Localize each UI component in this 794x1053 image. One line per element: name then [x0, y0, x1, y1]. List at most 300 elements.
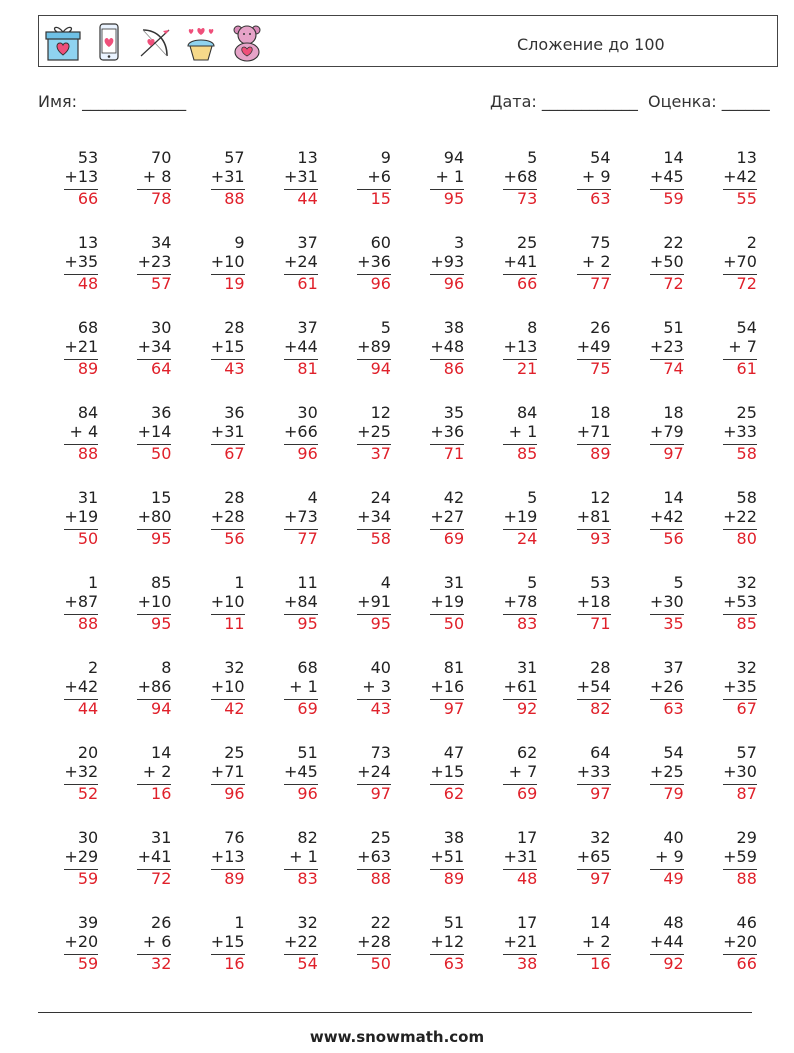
- addend-top: 54: [663, 743, 684, 762]
- problem-cell: [477, 318, 550, 403]
- answer: 89: [77, 359, 99, 378]
- addend-bottom: +87: [64, 592, 99, 611]
- problem-cell: [550, 233, 623, 318]
- addend-bottom: +15: [210, 932, 245, 951]
- addend-bottom: +35: [723, 677, 757, 696]
- addend-top: 28: [224, 488, 245, 507]
- answer: 61: [297, 274, 318, 293]
- addend-bottom: + 3: [362, 677, 391, 696]
- addend-top: 36: [224, 403, 245, 422]
- answer: 63: [443, 954, 465, 973]
- addend-bottom: +45: [283, 762, 318, 781]
- addend-top: 25: [370, 828, 391, 847]
- addend-top: 37: [297, 233, 318, 252]
- addend-bottom: + 1: [435, 167, 465, 186]
- addend-bottom: +61: [503, 677, 538, 696]
- addend-top: 53: [77, 148, 99, 167]
- answer: 88: [224, 189, 245, 208]
- problem-cell: [404, 573, 477, 658]
- addend-top: 25: [224, 743, 245, 762]
- addend-top: 37: [663, 658, 684, 677]
- addend-top: 26: [590, 318, 611, 337]
- addend-top: 2: [746, 233, 757, 252]
- addend-bottom: +53: [723, 592, 757, 611]
- answer: 93: [590, 529, 611, 548]
- addend-top: 51: [663, 318, 684, 337]
- addend-bottom: +19: [430, 592, 465, 611]
- addend-bottom: +73: [283, 507, 318, 526]
- answer: 87: [736, 784, 757, 803]
- addend-top: 32: [736, 658, 757, 677]
- addend-top: 51: [443, 913, 465, 932]
- problem-cell: [331, 743, 404, 828]
- problem-cell: [184, 828, 257, 913]
- addend-top: 57: [224, 148, 245, 167]
- cupcake-hearts-icon: [183, 22, 219, 62]
- addend-bottom: +86: [137, 677, 172, 696]
- addend-top: 82: [297, 828, 318, 847]
- addend-top: 54: [590, 148, 611, 167]
- problem-cell: [38, 148, 111, 233]
- answer: 16: [590, 954, 611, 973]
- addend-bottom: +32: [64, 762, 99, 781]
- addend-bottom: + 7: [728, 337, 757, 356]
- gift-heart-icon: [45, 22, 81, 62]
- answer: 89: [590, 444, 611, 463]
- problem-cell: [550, 658, 623, 743]
- addend-top: 94: [443, 148, 465, 167]
- addend-bottom: +44: [649, 932, 684, 951]
- answer: 64: [151, 359, 172, 378]
- addend-bottom: +59: [723, 847, 757, 866]
- addend-bottom: +26: [649, 677, 684, 696]
- addend-top: 15: [151, 488, 172, 507]
- addend-bottom: +14: [137, 422, 172, 441]
- answer: 59: [77, 954, 99, 973]
- problem-cell: [477, 828, 550, 913]
- problem-cell: [550, 573, 623, 658]
- answer: 67: [736, 699, 757, 718]
- answer: 72: [736, 274, 757, 293]
- addend-top: 32: [736, 573, 757, 592]
- addend-bottom: +31: [503, 847, 538, 866]
- name-field[interactable]: Имя: _____________: [38, 92, 187, 111]
- addend-top: 51: [297, 743, 318, 762]
- answer: 95: [151, 529, 172, 548]
- addend-bottom: +6: [367, 167, 391, 186]
- problem-cell: [258, 573, 331, 658]
- addend-bottom: +23: [649, 337, 684, 356]
- phone-heart-icon: [91, 22, 127, 62]
- addend-top: 5: [527, 573, 538, 592]
- answer: 88: [77, 614, 99, 633]
- addend-bottom: +28: [210, 507, 245, 526]
- answer: 89: [224, 869, 245, 888]
- addend-top: 62: [516, 743, 538, 762]
- answer: 15: [370, 189, 391, 208]
- addend-bottom: +15: [210, 337, 245, 356]
- addend-top: 5: [380, 318, 391, 337]
- answer: 97: [663, 444, 684, 463]
- problem-cell: [331, 828, 404, 913]
- problem-cell: [624, 743, 697, 828]
- answer: 82: [590, 699, 611, 718]
- addend-top: 31: [151, 828, 172, 847]
- problem-cell: [258, 488, 331, 573]
- problem-cell: [404, 148, 477, 233]
- addend-top: 11: [297, 573, 318, 592]
- addend-top: 17: [516, 828, 538, 847]
- problem-cell: [404, 913, 477, 998]
- addend-top: 38: [443, 318, 465, 337]
- addend-bottom: +42: [723, 167, 757, 186]
- addend-bottom: +36: [357, 252, 391, 271]
- addend-top: 42: [443, 488, 465, 507]
- addend-top: 40: [370, 658, 391, 677]
- problem-cell: [38, 403, 111, 488]
- addend-bottom: + 1: [508, 422, 538, 441]
- problem-cell: [184, 488, 257, 573]
- addend-top: 14: [663, 488, 684, 507]
- answer: 73: [516, 189, 538, 208]
- addend-top: 5: [673, 573, 684, 592]
- answer: 44: [297, 189, 318, 208]
- addend-bottom: +34: [137, 337, 172, 356]
- addend-bottom: +24: [357, 762, 391, 781]
- answer: 77: [297, 529, 318, 548]
- addend-bottom: +34: [357, 507, 391, 526]
- problem-cell: [624, 318, 697, 403]
- addend-bottom: +42: [649, 507, 684, 526]
- date-field[interactable]: Дата: ____________: [490, 92, 638, 111]
- problem-cell: [697, 913, 770, 998]
- problem-cell: [550, 743, 623, 828]
- answer: 74: [663, 359, 684, 378]
- problem-cell: [331, 318, 404, 403]
- addend-top: 76: [224, 828, 245, 847]
- answer: 72: [663, 274, 684, 293]
- addend-bottom: +89: [357, 337, 391, 356]
- addend-top: 8: [161, 658, 172, 677]
- problem-row: [38, 148, 770, 233]
- problem-cell: [697, 318, 770, 403]
- addend-bottom: +10: [210, 252, 245, 271]
- problem-cell: [477, 488, 550, 573]
- answer: 55: [736, 189, 757, 208]
- answer: 49: [663, 869, 684, 888]
- addend-bottom: + 2: [581, 932, 611, 951]
- addend-bottom: +33: [576, 762, 611, 781]
- addend-top: 2: [88, 658, 99, 677]
- addend-bottom: +49: [576, 337, 611, 356]
- addend-top: 14: [663, 148, 684, 167]
- answer: 48: [77, 274, 99, 293]
- addend-top: 54: [736, 318, 757, 337]
- addend-top: 8: [527, 318, 538, 337]
- answer: 56: [663, 529, 684, 548]
- addend-top: 1: [234, 913, 245, 932]
- problem-cell: [404, 658, 477, 743]
- addend-top: 46: [736, 913, 757, 932]
- addend-bottom: +28: [357, 932, 391, 951]
- problem-cell: [550, 828, 623, 913]
- addend-top: 84: [77, 403, 99, 422]
- addend-top: 84: [516, 403, 538, 422]
- answer: 77: [590, 274, 611, 293]
- answer: 16: [224, 954, 245, 973]
- answer: 97: [590, 869, 611, 888]
- addend-top: 22: [370, 913, 391, 932]
- answer: 37: [370, 444, 391, 463]
- addend-bottom: +30: [649, 592, 684, 611]
- answer: 66: [516, 274, 538, 293]
- problem-cell: [38, 318, 111, 403]
- answer: 58: [370, 529, 391, 548]
- grade-field[interactable]: Оценка: ______: [648, 92, 770, 111]
- problem-cell: [111, 233, 184, 318]
- addend-top: 14: [590, 913, 611, 932]
- answer: 54: [297, 954, 318, 973]
- problem-cell: [258, 913, 331, 998]
- problem-cell: [38, 743, 111, 828]
- problem-cell: [331, 403, 404, 488]
- addend-top: 40: [663, 828, 684, 847]
- answer: 58: [736, 444, 757, 463]
- addend-bottom: +31: [283, 167, 318, 186]
- problem-cell: [258, 403, 331, 488]
- problem-cell: [111, 148, 184, 233]
- problem-cell: [624, 403, 697, 488]
- problem-row: [38, 658, 770, 743]
- problem-cell: [184, 913, 257, 998]
- answer: 89: [443, 869, 465, 888]
- teddy-bear-icon: [229, 22, 265, 62]
- answer: 71: [590, 614, 611, 633]
- addend-top: 31: [77, 488, 99, 507]
- problem-cell: [184, 318, 257, 403]
- problem-cell: [624, 488, 697, 573]
- addend-bottom: + 7: [508, 762, 538, 781]
- addend-bottom: + 1: [289, 677, 318, 696]
- problem-cell: [331, 148, 404, 233]
- addend-bottom: +30: [723, 762, 757, 781]
- answer: 52: [77, 784, 99, 803]
- addend-bottom: +10: [210, 677, 245, 696]
- problem-cell: [38, 828, 111, 913]
- answer: 85: [736, 614, 757, 633]
- problem-row: [38, 743, 770, 828]
- addend-top: 18: [663, 403, 684, 422]
- addend-top: 24: [370, 488, 391, 507]
- problem-cell: [697, 233, 770, 318]
- addend-bottom: + 2: [581, 252, 611, 271]
- problem-cell: [477, 148, 550, 233]
- answer: 95: [370, 614, 391, 633]
- problem-cell: [477, 403, 550, 488]
- addend-bottom: +45: [649, 167, 684, 186]
- problem-cell: [184, 233, 257, 318]
- addend-bottom: + 1: [289, 847, 318, 866]
- answer: 43: [224, 359, 245, 378]
- problem-cell: [184, 658, 257, 743]
- problem-cell: [404, 233, 477, 318]
- problem-cell: [38, 658, 111, 743]
- addend-bottom: +21: [64, 337, 99, 356]
- addend-top: 3: [453, 233, 465, 252]
- problem-grid: [38, 148, 770, 998]
- problem-cell: [111, 488, 184, 573]
- answer: 67: [224, 444, 245, 463]
- addend-top: 31: [516, 658, 538, 677]
- footer-site[interactable]: www.snowmath.com: [309, 1028, 485, 1046]
- problem-cell: [550, 913, 623, 998]
- problem-cell: [624, 658, 697, 743]
- addend-bottom: +81: [576, 507, 611, 526]
- answer: 95: [297, 614, 318, 633]
- answer: 96: [224, 784, 245, 803]
- addend-top: 13: [736, 148, 757, 167]
- problem-cell: [38, 913, 111, 998]
- addend-bottom: + 4: [69, 422, 99, 441]
- problem-cell: [38, 488, 111, 573]
- addend-top: 12: [590, 488, 611, 507]
- addend-bottom: +13: [503, 337, 538, 356]
- answer: 97: [370, 784, 391, 803]
- addend-top: 14: [151, 743, 172, 762]
- addend-top: 48: [663, 913, 684, 932]
- addend-top: 18: [590, 403, 611, 422]
- answer: 69: [443, 529, 465, 548]
- answer: 57: [151, 274, 172, 293]
- addend-top: 25: [736, 403, 757, 422]
- addend-bottom: +24: [283, 252, 318, 271]
- answer: 66: [736, 954, 757, 973]
- addend-top: 81: [443, 658, 465, 677]
- problem-cell: [111, 658, 184, 743]
- problem-cell: [111, 403, 184, 488]
- addend-top: 36: [151, 403, 172, 422]
- addend-top: 32: [590, 828, 611, 847]
- addend-top: 13: [77, 233, 99, 252]
- problem-cell: [550, 318, 623, 403]
- answer: 72: [151, 869, 172, 888]
- answer: 44: [77, 699, 99, 718]
- problem-cell: [477, 913, 550, 998]
- addend-bottom: +54: [576, 677, 611, 696]
- answer: 48: [516, 869, 538, 888]
- addend-bottom: +31: [210, 422, 245, 441]
- problem-cell: [258, 233, 331, 318]
- addend-top: 26: [151, 913, 172, 932]
- addend-top: 9: [380, 148, 391, 167]
- answer: 86: [443, 359, 465, 378]
- addend-bottom: +13: [64, 167, 99, 186]
- answer: 35: [663, 614, 684, 633]
- problem-cell: [258, 828, 331, 913]
- worksheet-title: Сложение до 100: [517, 35, 665, 54]
- answer: 32: [151, 954, 172, 973]
- addend-bottom: +25: [357, 422, 391, 441]
- addend-bottom: +48: [430, 337, 465, 356]
- problem-cell: [697, 828, 770, 913]
- problem-cell: [697, 403, 770, 488]
- addend-top: 57: [736, 743, 757, 762]
- problem-cell: [477, 743, 550, 828]
- addend-bottom: +93: [430, 252, 465, 271]
- answer: 61: [736, 359, 757, 378]
- addend-top: 75: [590, 233, 611, 252]
- problem-row: [38, 828, 770, 913]
- addend-bottom: +10: [210, 592, 245, 611]
- problem-cell: [331, 658, 404, 743]
- problem-cell: [258, 658, 331, 743]
- problem-row: [38, 913, 770, 998]
- problem-row: [38, 403, 770, 488]
- problem-row: [38, 318, 770, 403]
- addend-top: 17: [516, 913, 538, 932]
- answer: 92: [516, 699, 538, 718]
- header-box: [38, 15, 778, 67]
- addend-bottom: +44: [283, 337, 318, 356]
- addend-bottom: +18: [576, 592, 611, 611]
- addend-bottom: +71: [210, 762, 245, 781]
- answer: 97: [590, 784, 611, 803]
- addend-bottom: +79: [649, 422, 684, 441]
- addend-top: 39: [77, 913, 99, 932]
- problem-cell: [477, 573, 550, 658]
- answer: 71: [443, 444, 465, 463]
- addend-bottom: +80: [137, 507, 172, 526]
- addend-bottom: +13: [210, 847, 245, 866]
- addend-top: 53: [590, 573, 611, 592]
- answer: 78: [151, 189, 172, 208]
- addend-top: 29: [736, 828, 757, 847]
- addend-bottom: +70: [723, 252, 757, 271]
- answer: 24: [516, 529, 538, 548]
- addend-top: 30: [151, 318, 172, 337]
- problem-cell: [258, 318, 331, 403]
- addend-top: 4: [380, 573, 391, 592]
- addend-bottom: +19: [64, 507, 99, 526]
- answer: 88: [370, 869, 391, 888]
- addend-bottom: +20: [64, 932, 99, 951]
- answer: 97: [443, 699, 465, 718]
- answer: 69: [297, 699, 318, 718]
- addend-top: 22: [663, 233, 684, 252]
- addend-bottom: +68: [503, 167, 538, 186]
- problem-cell: [624, 573, 697, 658]
- addend-bottom: +12: [430, 932, 465, 951]
- problem-cell: [550, 488, 623, 573]
- addend-top: 5: [527, 488, 538, 507]
- answer: 83: [297, 869, 318, 888]
- answer: 43: [370, 699, 391, 718]
- answer: 59: [77, 869, 99, 888]
- addend-top: 30: [77, 828, 99, 847]
- addend-bottom: + 8: [142, 167, 172, 186]
- answer: 79: [663, 784, 684, 803]
- problem-cell: [477, 233, 550, 318]
- icon-strip: [45, 20, 265, 64]
- problem-cell: [697, 488, 770, 573]
- addend-bottom: + 9: [655, 847, 684, 866]
- addend-bottom: +29: [64, 847, 99, 866]
- problem-cell: [550, 148, 623, 233]
- problem-cell: [697, 573, 770, 658]
- addend-top: 25: [516, 233, 538, 252]
- problem-cell: [184, 743, 257, 828]
- addend-bottom: +10: [137, 592, 172, 611]
